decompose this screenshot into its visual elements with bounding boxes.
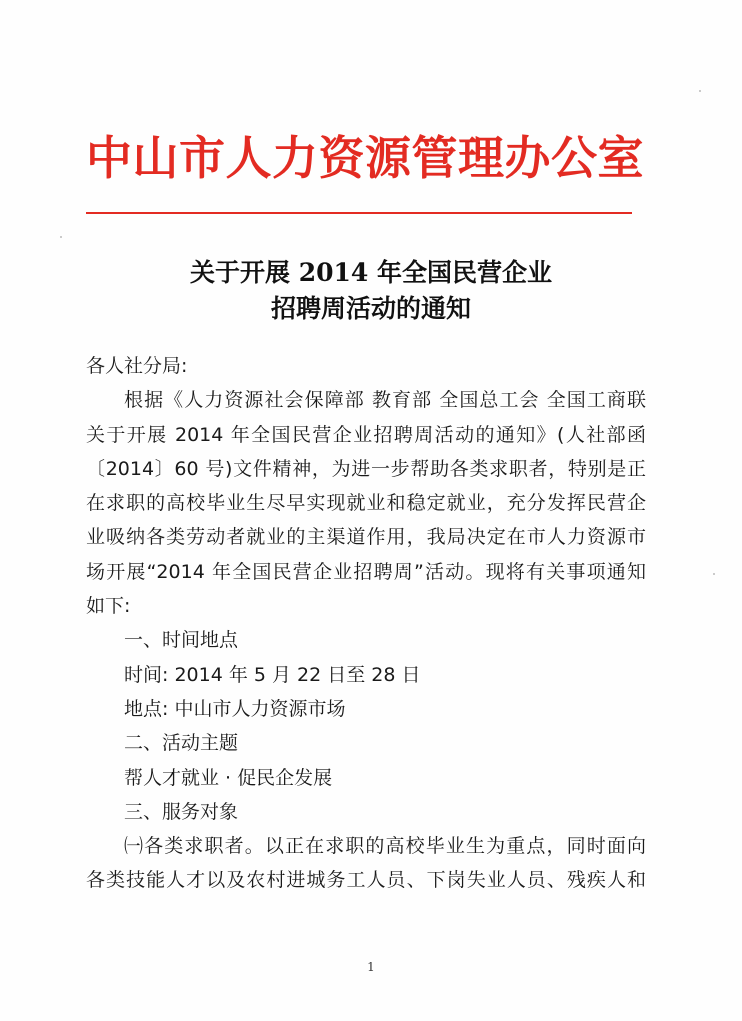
scan-speck	[699, 90, 701, 92]
time-line: 时间: 2014 年 5 月 22 日至 28 日	[124, 663, 421, 686]
document-title-line-2: 招聘周活动的通知	[270, 294, 471, 323]
paragraph-1-line: 业吸纳各类劳动者就业的主渠道作用，我局决定在市人力资源市	[86, 526, 646, 549]
page-number: 1	[367, 960, 375, 974]
document-title-line-1: 关于开展 2014 年全国民营企业	[190, 258, 552, 287]
paragraph-1-line: 根据《人力资源社会保障部 教育部 全国总工会 全国工商联	[124, 389, 646, 412]
paragraph-1-line: 在求职的高校毕业生尽早实现就业和稳定就业，充分发挥民营企	[86, 492, 646, 515]
theme-line: 帮人才就业 · 促民企发展	[124, 766, 333, 789]
scan-speck	[713, 573, 715, 575]
organization-header-title: 中山市人力资源管理办公室	[86, 131, 644, 185]
paragraph-1-line: 场开展“2014 年全国民营企业招聘周”活动。现将有关事项通知	[86, 560, 646, 583]
section-2-heading: 二、活动主题	[124, 732, 239, 755]
salutation: 各人社分局:	[86, 355, 188, 377]
scan-speck	[60, 236, 62, 238]
paragraph-1-line: 如下:	[86, 595, 131, 618]
header-red-divider	[86, 212, 632, 214]
paragraph-2-line: ㈠各类求职者。以正在求职的高校毕业生为重点，同时面向	[124, 835, 646, 858]
section-3-heading: 三、服务对象	[124, 800, 239, 823]
paragraph-2-line: 各类技能人才以及农村进城务工人员、下岗失业人员、残疾人和	[86, 869, 646, 892]
paragraph-1-line: 〔2014〕60 号)文件精神，为进一步帮助各类求职者，特别是正	[86, 457, 646, 480]
section-1-heading: 一、时间地点	[124, 629, 239, 652]
paragraph-1-line: 关于开展 2014 年全国民营企业招聘周活动的通知》(人社部函	[86, 423, 646, 446]
place-line: 地点: 中山市人力资源市场	[124, 697, 346, 720]
document-body	[86, 349, 646, 898]
